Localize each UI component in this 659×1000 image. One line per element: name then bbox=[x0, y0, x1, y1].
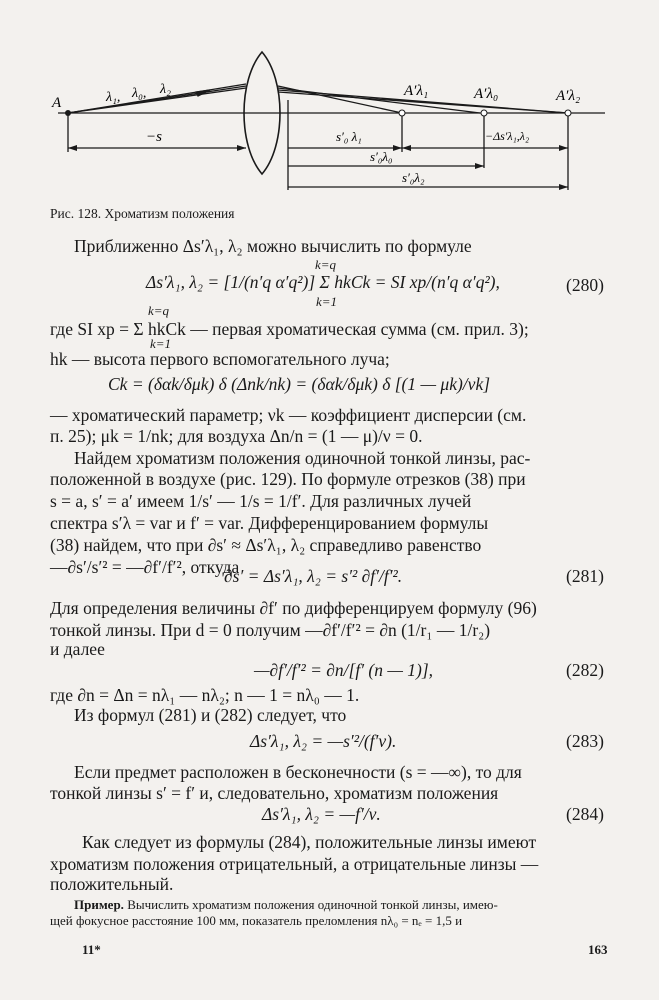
eq-281: ∂s′ = Δs′λ₁, λ₂ = s′² ∂f′/f′². bbox=[224, 566, 403, 586]
chromatism-figure bbox=[0, 0, 659, 200]
line-15: Для определения величины ∂f′ по дифференцируем формулу (96) bbox=[50, 598, 537, 618]
eq-284-number: (284) bbox=[566, 804, 604, 824]
point-A0 bbox=[481, 110, 487, 116]
figure-caption: Рис. 128. Хроматизм положения bbox=[50, 206, 235, 221]
eq-282-number: (282) bbox=[566, 660, 604, 680]
eq-283: Δs′λ₁, λ₂ = —s′²/(f′ν). bbox=[250, 731, 397, 751]
label-A1: A′λ₁ bbox=[404, 83, 429, 99]
label-lambda0: λ₀, bbox=[132, 86, 147, 101]
incoming-ray-3 bbox=[68, 88, 246, 113]
example-line-2: щей фокусное расстояние 100 мм, показатель преломления nλ₀ = nₑ = 1,5 и bbox=[50, 913, 463, 928]
line-20: Из формул (281) и (282) следует, что bbox=[74, 705, 347, 725]
eq-280-top: k=q bbox=[315, 257, 337, 272]
line-23: тонкой линзы s′ = f′ и, следовательно, хроматизм положения bbox=[50, 783, 499, 803]
point-A2 bbox=[565, 110, 571, 116]
line-3-bot: k=1 bbox=[150, 336, 172, 351]
eq-283-number: (283) bbox=[566, 731, 604, 751]
label-minus-s: −s bbox=[146, 129, 162, 145]
line-10: s = a, s′ = a′ имеем 1/s′ — 1/s = 1/f′. Для различных лучей bbox=[50, 491, 472, 511]
point-A bbox=[65, 110, 71, 116]
example-label: Пример. bbox=[74, 897, 124, 912]
point-A1 bbox=[399, 110, 405, 116]
label-s0-l2: s′₀λ₂ bbox=[402, 170, 425, 185]
eq-280: Δs′λ₁, λ₂ = [1/(n′q α′q²)] Σ hkCk = SI xp/(n′q α′q²), bbox=[146, 272, 500, 292]
label-s0-l0: s′₀λ₀ bbox=[370, 149, 393, 164]
eq-284: Δs′λ₁, λ₂ = —f′/ν. bbox=[262, 804, 381, 824]
line-9: положенной в воздухе (рис. 129). По формуле отрезков (38) при bbox=[50, 469, 526, 489]
line-13: —∂s′/s′² = —∂f′/f′², откуда bbox=[50, 557, 240, 577]
example-text-1: Вычислить хроматизм положения одиночной тонкой линзы, имею- bbox=[127, 897, 498, 912]
line-3: где SI xp = Σ hkCk — первая хроматическая сумма (см. прил. 3); bbox=[50, 319, 529, 339]
line-7: п. 25); μk = 1/nk; для воздуха Δn/n = (1 — μ)/ν = 0. bbox=[50, 426, 423, 446]
line-25: Как следует из формулы (284), положительные линзы имеют bbox=[82, 832, 537, 852]
line-26: хроматизм положения отрицательный, а отрицательные линзы — bbox=[50, 854, 539, 874]
line-4: hk — высота первого вспомогательного луча; bbox=[50, 349, 390, 369]
eq-280-number: (280) bbox=[566, 275, 604, 295]
line-12: (38) найдем, что при ∂s′ ≈ Δs′λ₁, λ₂ справедливо равенство bbox=[50, 535, 482, 555]
example-line-1 bbox=[74, 897, 498, 913]
label-A: A bbox=[52, 95, 62, 111]
line-19: где ∂n = Δn = nλ₁ — nλ₂; n — 1 = nλ₀ — 1. bbox=[50, 685, 360, 705]
label-lambda1: λ₁, bbox=[106, 90, 121, 105]
line-17: и далее bbox=[50, 639, 105, 659]
page-number: 163 bbox=[588, 942, 608, 957]
line-16: тонкой линзы. При d = 0 получим —∂f′/f′² = ∂n (1/r₁ — 1/r₂) bbox=[50, 620, 491, 640]
label-lambda2: λ₂ bbox=[160, 82, 171, 97]
eq-282: —∂f′/f′² = ∂n/[f′ (n — 1)], bbox=[254, 660, 434, 680]
label-A0: A′λ₀ bbox=[474, 86, 499, 102]
line-11: спектра s′λ = var и f′ = var. Дифференцированием формулы bbox=[50, 513, 489, 533]
signature-mark: 11* bbox=[82, 942, 101, 957]
line-1: Приближенно Δs′λ₁, λ₂ можно вычислить по формуле bbox=[74, 236, 472, 256]
eq-281-number: (281) bbox=[566, 566, 604, 586]
label-A2: A′λ₂ bbox=[556, 88, 581, 104]
eq-280-bot: k=1 bbox=[316, 294, 338, 309]
line-8: Найдем хроматизм положения одиночной тонкой линзы, рас- bbox=[74, 448, 531, 468]
line-27: положительный. bbox=[50, 874, 174, 894]
line-22: Если предмет расположен в бесконечности (s = —∞), то для bbox=[74, 762, 522, 782]
eq-Ck: Ck = (δαk/δμk) δ (Δnk/nk) = (δαk/δμk) δ [(1 — μk)/νk] bbox=[108, 374, 491, 394]
line-3-top: k=q bbox=[148, 303, 170, 318]
label-s0-l1: s′₀ λ₁ bbox=[336, 129, 362, 144]
line-6: — хроматический параметр; νk — коэффициент дисперсии (см. bbox=[50, 405, 527, 425]
label-minus-ds: −Δs′λ₁,λ₂ bbox=[485, 129, 530, 143]
outgoing-ray-2 bbox=[278, 88, 480, 113]
